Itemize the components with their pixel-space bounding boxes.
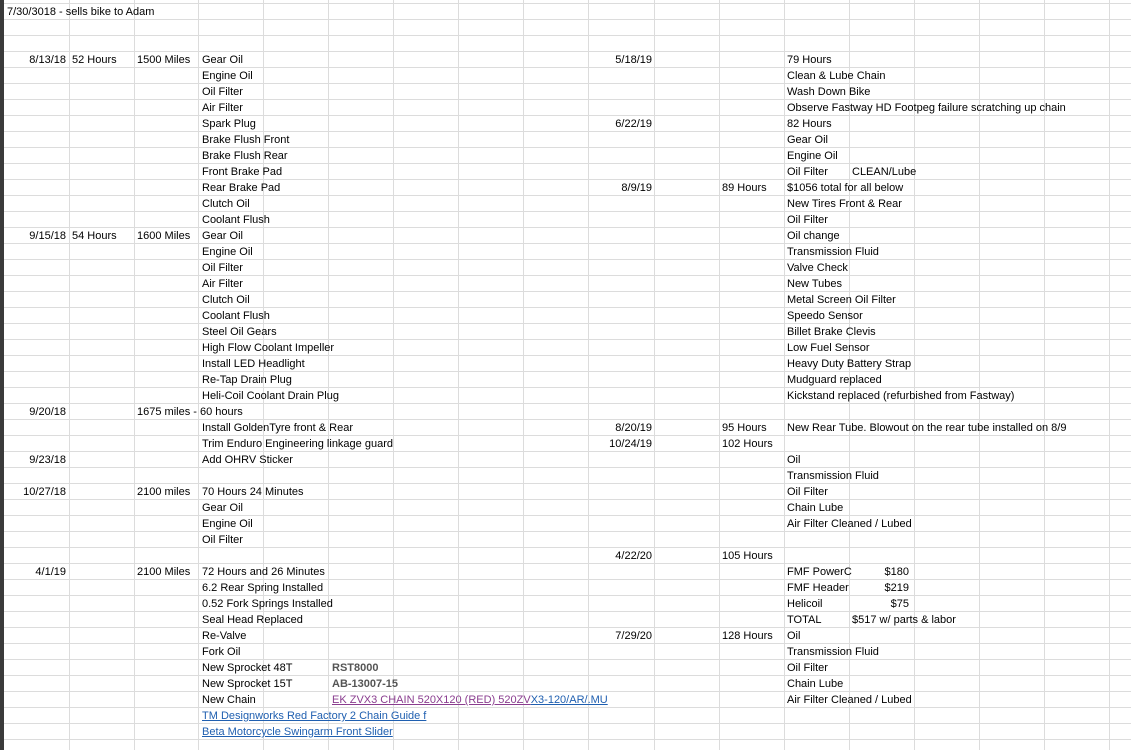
right-item[interactable]: New Rear Tube. Blowout on the rear tube installed on 8/9 xyxy=(787,422,1067,434)
hours-cell[interactable]: 54 Hours xyxy=(72,230,117,242)
right-item[interactable]: TOTAL xyxy=(787,614,822,626)
chain-guide-link[interactable]: TM Designworks Red Factory 2 Chain Guide f xyxy=(202,710,427,722)
left-item[interactable]: Gear Oil xyxy=(202,54,243,66)
right-item[interactable]: Air Filter Cleaned / Lubed xyxy=(787,694,912,706)
column-divider xyxy=(784,0,785,750)
left-item[interactable]: Gear Oil xyxy=(202,502,243,514)
left-item[interactable]: Clutch Oil xyxy=(202,294,250,306)
right-item[interactable]: Kickstand replaced (refurbished from Fastway) xyxy=(787,390,1015,402)
right-item[interactable]: Oil Filter xyxy=(787,486,828,498)
left-item[interactable]: Coolant Flush xyxy=(202,214,270,226)
right-item[interactable]: Transmission Fluid xyxy=(787,246,879,258)
date-cell[interactable]: 8/9/19 xyxy=(621,182,652,194)
miles-cell[interactable]: 2100 miles xyxy=(137,486,191,498)
right-item[interactable]: Oil Filter xyxy=(787,662,828,674)
right-item[interactable]: Wash Down Bike xyxy=(787,86,871,98)
right-item[interactable]: Billet Brake Clevis xyxy=(787,326,876,338)
right-item[interactable]: Gear Oil xyxy=(787,134,828,146)
column-divider xyxy=(588,0,589,750)
row-divider xyxy=(4,259,1131,260)
date-cell[interactable]: 9/15/18 xyxy=(29,230,66,242)
column-divider xyxy=(1109,0,1110,750)
left-item[interactable]: Oil Filter xyxy=(202,262,243,274)
row-divider xyxy=(4,179,1131,180)
left-item[interactable]: Air Filter xyxy=(202,102,243,114)
left-item[interactable]: Re-Tap Drain Plug xyxy=(202,374,292,386)
right-item[interactable]: Valve Check xyxy=(787,262,848,274)
left-item[interactable]: Gear Oil xyxy=(202,230,243,242)
right-item[interactable]: $1056 total for all below xyxy=(787,182,904,194)
column-divider xyxy=(654,0,655,750)
column-divider xyxy=(198,0,199,750)
left-item[interactable]: Coolant Flush xyxy=(202,310,270,322)
right-item[interactable]: Oil xyxy=(787,454,801,466)
right-item[interactable]: FMF Header xyxy=(787,582,849,594)
left-item[interactable]: Install GoldenTyre front & Rear xyxy=(202,422,354,434)
column-divider xyxy=(69,0,70,750)
left-item[interactable]: Brake Flush Rear xyxy=(202,150,288,162)
row-divider xyxy=(4,3,1131,4)
price-cell[interactable]: $219 xyxy=(884,582,909,594)
left-item[interactable]: 72 Hours and 26 Minutes xyxy=(202,566,325,578)
date-cell[interactable]: 10/27/18 xyxy=(23,486,66,498)
left-item[interactable]: Engine Oil xyxy=(202,246,253,258)
row-divider xyxy=(4,675,1131,676)
date-cell[interactable]: 4/1/19 xyxy=(35,566,66,578)
date-cell[interactable]: 4/22/20 xyxy=(615,550,652,562)
left-item[interactable]: New Sprocket 15T xyxy=(202,678,293,690)
right-item[interactable]: Speedo Sensor xyxy=(787,310,863,322)
left-item[interactable]: Steel Oil Gears xyxy=(202,326,277,338)
left-item[interactable]: Air Filter xyxy=(202,278,243,290)
left-item[interactable]: New Sprocket 48T xyxy=(202,662,293,674)
row-divider xyxy=(4,515,1131,516)
left-item[interactable]: Brake Flush Front xyxy=(202,134,290,146)
left-item[interactable]: Engine Oil xyxy=(202,70,253,82)
price-cell[interactable]: $180 xyxy=(884,566,909,578)
date-cell[interactable]: 6/22/19 xyxy=(615,118,652,130)
chain-link[interactable] xyxy=(332,692,608,708)
left-item[interactable]: Oil Filter xyxy=(202,86,243,98)
price-cell[interactable]: $75 xyxy=(890,598,909,610)
hours-cell[interactable]: 89 Hours xyxy=(722,182,767,194)
left-item[interactable]: Heli-Coil Coolant Drain Plug xyxy=(202,390,339,402)
date-cell[interactable]: 10/24/19 xyxy=(609,438,652,450)
miles-cell[interactable]: 1600 Miles xyxy=(137,230,191,242)
row-divider xyxy=(4,291,1131,292)
right-item[interactable]: Heavy Duty Battery Strap xyxy=(787,358,912,370)
right-item[interactable]: Engine Oil xyxy=(787,150,838,162)
row-divider xyxy=(4,451,1131,452)
part-number-sprocket-48t[interactable]: RST8000 xyxy=(332,662,379,674)
date-cell[interactable]: 9/23/18 xyxy=(29,454,66,466)
column-divider xyxy=(328,0,329,750)
date-cell[interactable]: 8/20/19 xyxy=(615,422,652,434)
right-item[interactable]: Air Filter Cleaned / Lubed xyxy=(787,518,912,530)
right-item[interactable]: Chain Lube xyxy=(787,678,844,690)
right-item[interactable]: 79 Hours xyxy=(787,54,832,66)
left-item[interactable]: Add OHRV Sticker xyxy=(202,454,293,466)
right-item[interactable]: Mudguard replaced xyxy=(787,374,882,386)
miles-cell[interactable]: 1675 miles - 60 hours xyxy=(137,406,243,418)
left-item[interactable]: Re-Valve xyxy=(202,630,247,642)
row-divider xyxy=(4,339,1131,340)
date-cell[interactable]: 8/13/18 xyxy=(29,54,66,66)
hours-cell[interactable]: 128 Hours xyxy=(722,630,773,642)
left-item[interactable]: Rear Brake Pad xyxy=(202,182,281,194)
row-divider xyxy=(4,467,1131,468)
row-divider xyxy=(4,323,1131,324)
row-divider xyxy=(4,595,1131,596)
left-item[interactable]: 6.2 Rear Spring Installed xyxy=(202,582,324,594)
total-cell[interactable]: $517 w/ parts & labor xyxy=(852,614,956,626)
row-divider xyxy=(4,35,1131,36)
right-item[interactable]: Metal Screen Oil Filter xyxy=(787,294,896,306)
hours-cell[interactable]: 105 Hours xyxy=(722,550,773,562)
right-item[interactable]: FMF PowerC xyxy=(787,566,852,578)
column-divider xyxy=(134,0,135,750)
row-divider xyxy=(4,547,1131,548)
right-item[interactable]: Oil xyxy=(787,630,801,642)
row-divider xyxy=(4,83,1131,84)
date-cell[interactable]: 7/29/20 xyxy=(615,630,652,642)
row-divider xyxy=(4,211,1131,212)
row-divider xyxy=(4,131,1131,132)
row-divider xyxy=(4,627,1131,628)
clean-lube-cell[interactable]: CLEAN/Lube xyxy=(852,166,917,178)
right-item[interactable]: Transmission Fluid xyxy=(787,470,879,482)
row-divider xyxy=(4,163,1131,164)
row-divider xyxy=(4,611,1131,612)
left-item[interactable]: Clutch Oil xyxy=(202,198,250,210)
miles-cell[interactable]: 1500 Miles xyxy=(137,54,191,66)
miles-cell[interactable]: 2100 Miles xyxy=(137,566,191,578)
row-divider xyxy=(4,147,1131,148)
right-item[interactable]: 82 Hours xyxy=(787,118,832,130)
row-divider xyxy=(4,275,1131,276)
chain-link-visited[interactable]: EK ZVX3 CHAIN 520X120 (RED) 520ZV xyxy=(332,694,531,706)
left-item[interactable]: High Flow Coolant Impeller xyxy=(202,342,335,354)
right-item[interactable]: Oil Filter xyxy=(787,214,828,226)
left-item[interactable]: Spark Plug xyxy=(202,118,256,130)
right-item[interactable]: New Tubes xyxy=(787,278,843,290)
left-item[interactable]: Install LED Headlight xyxy=(202,358,305,370)
row-divider xyxy=(4,355,1131,356)
row-divider xyxy=(4,643,1131,644)
date-cell[interactable]: 9/20/18 xyxy=(29,406,66,418)
left-item[interactable]: Fork Oil xyxy=(202,646,241,658)
left-item[interactable]: 0.52 Fork Springs Installed xyxy=(202,598,333,610)
left-item[interactable]: Trim Enduro Engineering linkage guard xyxy=(202,438,393,450)
part-number-sprocket-15t[interactable]: AB-13007-15 xyxy=(332,678,399,690)
hours-cell[interactable]: 95 Hours xyxy=(722,422,767,434)
right-item[interactable]: Chain Lube xyxy=(787,502,844,514)
column-divider xyxy=(719,0,720,750)
row-divider xyxy=(4,307,1131,308)
left-item[interactable]: 70 Hours 24 Minutes xyxy=(202,486,304,498)
left-item[interactable]: Front Brake Pad xyxy=(202,166,283,178)
column-divider xyxy=(393,0,394,750)
right-item[interactable]: Clean & Lube Chain xyxy=(787,70,886,82)
row-divider xyxy=(4,19,1131,20)
right-item[interactable]: Low Fuel Sensor xyxy=(787,342,870,354)
left-item[interactable]: Engine Oil xyxy=(202,518,253,530)
column-divider xyxy=(458,0,459,750)
right-item[interactable]: Oil Filter xyxy=(787,166,828,178)
window-left-edge xyxy=(0,0,4,750)
right-item[interactable]: New Tires Front & Rear xyxy=(787,198,902,210)
right-item[interactable]: Oil change xyxy=(787,230,840,242)
row-divider xyxy=(4,723,1131,724)
row-divider xyxy=(4,371,1131,372)
row-divider xyxy=(4,659,1131,660)
left-item[interactable]: Oil Filter xyxy=(202,534,243,546)
right-item[interactable]: Transmission Fluid xyxy=(787,646,879,658)
hours-cell[interactable]: 52 Hours xyxy=(72,54,117,66)
right-item[interactable]: Observe Fastway HD Footpeg failure scratching up chain xyxy=(787,102,1066,114)
chain-link-part[interactable]: X3-120/AR/.MU xyxy=(530,694,608,706)
date-cell[interactable]: 5/18/19 xyxy=(615,54,652,66)
row-divider xyxy=(4,531,1131,532)
left-item[interactable]: New Chain xyxy=(202,694,256,706)
column-divider xyxy=(523,0,524,750)
note-sold-bike[interactable]: 7/30/3018 - sells bike to Adam xyxy=(7,6,155,18)
right-item[interactable]: Helicoil xyxy=(787,598,823,610)
row-divider xyxy=(4,195,1131,196)
row-divider xyxy=(4,739,1131,740)
hours-cell[interactable]: 102 Hours xyxy=(722,438,773,450)
swingarm-slider-link[interactable]: Beta Motorcycle Swingarm Front Slider xyxy=(202,726,393,738)
left-item[interactable]: Seal Head Replaced xyxy=(202,614,303,626)
